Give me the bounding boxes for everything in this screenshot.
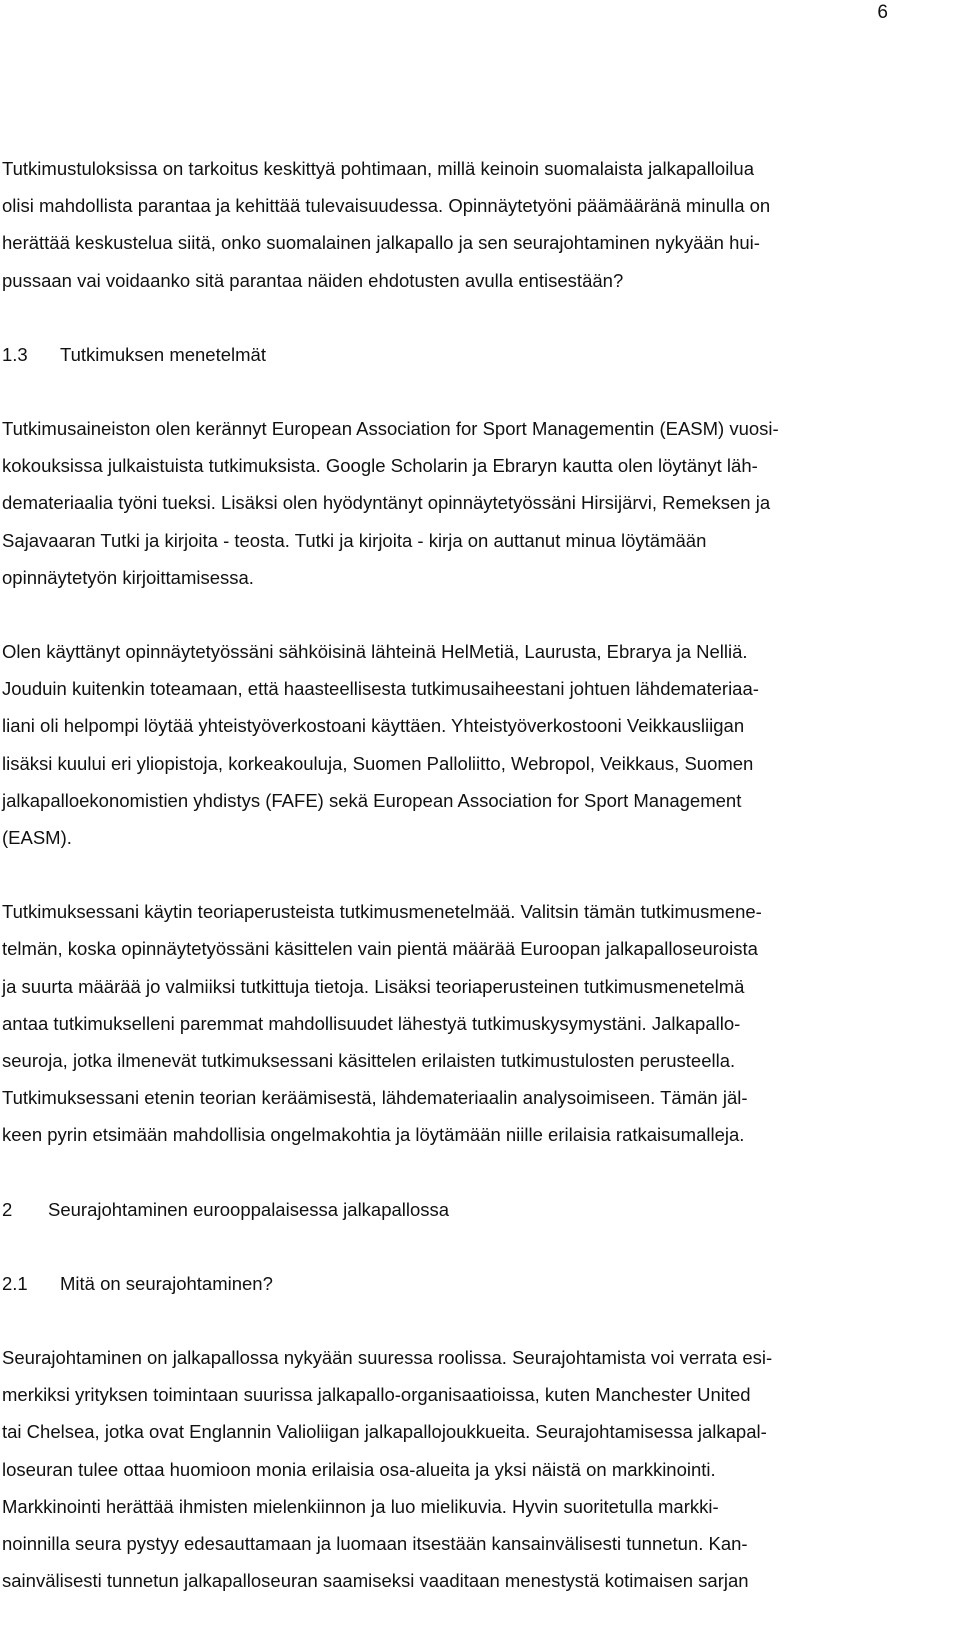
text-line: telmän, koska opinnäytetyössäni käsittelen vain pientä määrää Euroopan jalkapalloseuroista — [2, 938, 758, 960]
text-line: Olen käyttänyt opinnäytetyössäni sähköisinä lähteinä HelMetiä, Laurusta, Ebrarya ja Nelliä. — [2, 641, 748, 663]
text-line: keen pyrin etsimään mahdollisia ongelmakohtia ja löytämään niille erilaisia ratkaisumalleja. — [2, 1124, 745, 1146]
section-heading-1-3 — [2, 336, 914, 373]
section-number: 1.3 — [2, 343, 28, 365]
text-line: pussaan vai voidaanko sitä parantaa näiden ehdotusten avulla entisestään? — [2, 269, 624, 291]
text-line: Tutkimusaineiston olen kerännyt European Association for Sport Managementin (EASM) vuosi- — [2, 418, 779, 440]
text-line: Sajavaaran Tutki ja kirjoita - teosta. Tutki ja kirjoita - kirja on auttanut minua löytämään — [2, 529, 707, 551]
text-line: jalkapalloekonomistien yhdistys (FAFE) sekä European Association for Sport Management — [2, 789, 742, 811]
text-line: sainvälisesti tunnetun jalkapalloseuran saamiseksi vaaditaan menestystä kotimaisen sarjan — [2, 1570, 749, 1592]
text-line: loseuran tulee ottaa huomioon monia erilaisia osa-alueita ja yksi näistä on markkinointi. — [2, 1458, 716, 1480]
text-line: lisäksi kuului eri yliopistoja, korkeakouluja, Suomen Palloliitto, Webropol, Veikkaus, Suomen — [2, 752, 754, 774]
section-number: 2 — [2, 1198, 13, 1220]
methods-paragraph-1 — [2, 410, 914, 596]
text-line: tai Chelsea, jotka ovat Englannin Valioliigan jalkapallojoukkueita. Seurajohtamisessa jalkapal- — [2, 1421, 767, 1443]
text-line: Seurajohtaminen on jalkapallossa nykyään suuressa roolissa. Seurajohtamista voi verrata esi- — [2, 1347, 773, 1369]
document-body — [2, 150, 914, 1600]
text-line: Tutkimustuloksissa on tarkoitus keskittyä pohtimaan, millä keinoin suomalaista jalkapalloilua — [2, 158, 754, 179]
text-line: herättää keskustelua siitä, onko suomalainen jalkapallo ja sen seurajohtaminen nykyään hui- — [2, 232, 760, 254]
section-title: Seurajohtaminen eurooppalaisessa jalkapallossa — [48, 1198, 450, 1220]
management-paragraph — [2, 1339, 914, 1599]
intro-paragraph — [2, 150, 914, 299]
text-line: Jouduin kuitenkin toteamaan, että haasteellisesta tutkimusaiheestani johtuen lähdemateriaa- — [2, 678, 759, 700]
text-line: opinnäytetyön kirjoittamisessa. — [2, 566, 254, 588]
text-line: demateriaalia työni tueksi. Lisäksi olen hyödyntänyt opinnäytetyössäni Hirsijärvi, Remeksen ja — [2, 492, 771, 514]
text-line: (EASM). — [2, 827, 72, 849]
text-line: olisi mahdollista parantaa ja kehittää tulevaisuudessa. Opinnäytetyöni päämääränä minulla on — [2, 195, 771, 217]
text-line: antaa tutkimukselleni paremmat mahdollisuudet lähestyä tutkimuskysymystäni. Jalkapallo- — [2, 1012, 741, 1034]
text-line: Markkinointi herättää ihmisten mielenkiinnon ja luo mielikuvia. Hyvin suoritetulla markki- — [2, 1495, 719, 1517]
page-number: 6 — [877, 2, 888, 23]
text-line: liani oli helpompi löytää yhteistyöverkostoani käyttäen. Yhteistyöverkostooni Veikkausliigan — [2, 715, 745, 737]
section-heading-2-1 — [2, 1265, 914, 1302]
text-line: noinnilla seura pystyy edesauttamaan ja luomaan itsestään kansainvälisesti tunnetun. Kan- — [2, 1533, 748, 1555]
text-line: Tutkimuksessani etenin teorian keräämisestä, lähdemateriaalin analysoimiseen. Tämän jäl- — [2, 1087, 748, 1109]
section-heading-2 — [2, 1191, 914, 1228]
section-title: Tutkimuksen menetelmät — [60, 343, 266, 365]
text-line: kokouksissa julkaistuista tutkimuksista. Google Scholarin ja Ebraryn kautta olen löytänyt läh- — [2, 455, 758, 477]
text-line: merkiksi yrityksen toimintaan suurissa jalkapallo-organisaatioissa, kuten Manchester United — [2, 1384, 751, 1406]
text-line: Tutkimuksessani käytin teoriaperusteista tutkimusmenetelmää. Valitsin tämän tutkimusmene- — [2, 901, 762, 923]
text-line: ja suurta määrää jo valmiiksi tutkittuja tietoja. Lisäksi teoriaperusteinen tutkimusmenetelmä — [2, 975, 745, 997]
text-line: seuroja, jotka ilmenevät tutkimuksessani käsittelen erilaisten tutkimustulosten perusteella. — [2, 1050, 736, 1072]
section-number: 2.1 — [2, 1272, 28, 1294]
methods-paragraph-3 — [2, 893, 914, 1153]
section-title: Mitä on seurajohtaminen? — [60, 1272, 273, 1294]
methods-paragraph-2 — [2, 633, 914, 856]
